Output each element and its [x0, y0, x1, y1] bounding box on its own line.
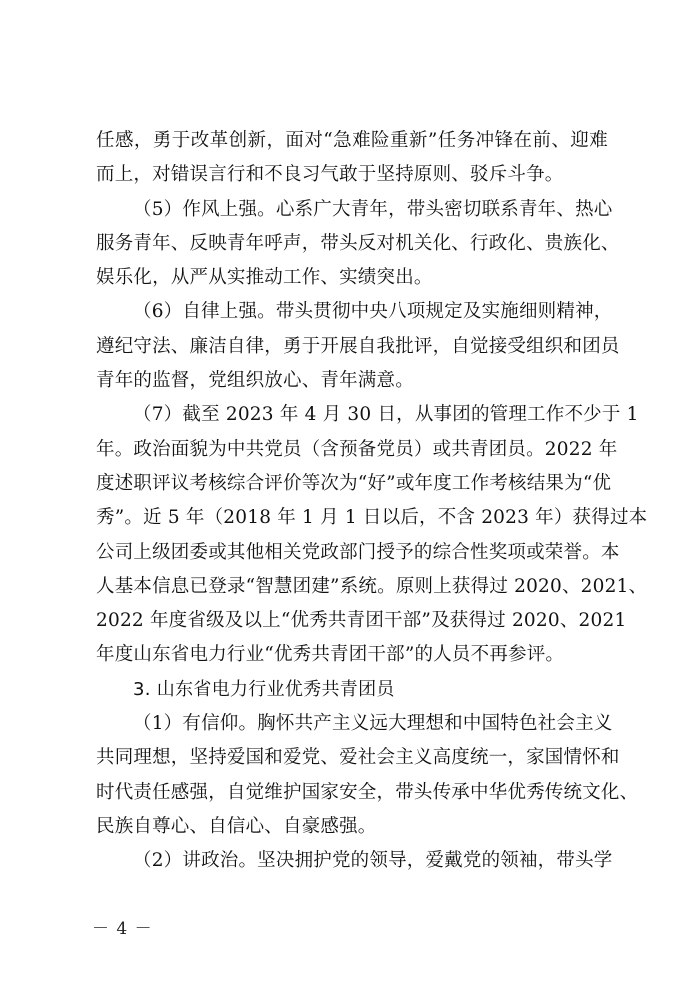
text-line: 度述职评议考核综合评价等次为“好”或年度工作考核结果为“优 [96, 472, 612, 494]
section-heading [96, 673, 608, 707]
paragraph [96, 398, 648, 672]
text-line: （5）作风上强。心系广大青年，带头密切联系青年、热心 [133, 198, 613, 220]
text-line: 青年的监督，党组织放心、青年满意。 [96, 370, 414, 392]
document-body [96, 124, 648, 879]
paragraph [96, 295, 620, 398]
paragraph [96, 707, 639, 844]
text-line: 秀”。近 5 年（2018 年 1 月 1 日以后，不含 2023 年）获得过本 [96, 507, 648, 529]
text-line: 遵纪守法、廉洁自律，勇于开展自我批评，自觉接受组织和团员 [96, 335, 620, 357]
text-line: 人基本信息已登录“智慧团建”系统。原则上获得过 2020、2021、 [96, 575, 648, 597]
text-line: 2022 年度省级及以上“优秀共青团干部”及获得过 2020、2021 [96, 610, 627, 632]
text-line: （1）有信仰。胸怀共产主义远大理想和中国特色社会主义 [133, 713, 613, 735]
text-line: 服务青年、反映青年呼声，带头反对机关化、行政化、贵族化、 [96, 232, 620, 254]
text-line: 娱乐化，从严从实推动工作、实绩突出。 [96, 267, 433, 289]
text-line: （2）讲政治。坚决拥护党的领导，爱戴党的领袖，带头学 [133, 850, 613, 872]
page-number: － 4 － [92, 919, 153, 939]
text-line: （6）自律上强。带头贯彻中央八项规定及实施细则精神， [133, 301, 613, 323]
text-line: 公司上级团委或其他相关党政部门授予的综合性奖项或荣誉。本 [96, 541, 620, 563]
text-line: 年。政治面貌为中共党员（含预备党员）或共青团员。2022 年 [96, 438, 618, 460]
text-line: 而上，对错误言行和不良习气敢于坚持原则、驳斥斗争。 [96, 164, 564, 186]
paragraph [96, 124, 608, 193]
text-line: 3. 山东省电力行业优秀共青团员 [133, 678, 395, 700]
text-line: 民族自尊心、自信心、自豪感强。 [96, 815, 377, 837]
text-line: 共同理想，坚持爱国和爱党、爱社会主义高度统一，家国情怀和 [96, 747, 620, 769]
text-line: 时代责任感强，自觉维护国家安全，带头传承中华优秀传统文化、 [96, 781, 639, 803]
paragraph [96, 193, 620, 296]
text-line: 任感，勇于改革创新，面对“急难险重新”任务冲锋在前、迎难 [96, 130, 608, 151]
paragraph [96, 844, 613, 878]
text-line: 年度山东省电力行业“优秀共青团干部”的人员不再参评。 [96, 644, 565, 666]
text-line: （7）截至 2023 年 4 月 30 日，从事团的管理工作不少于 1 [133, 404, 639, 426]
